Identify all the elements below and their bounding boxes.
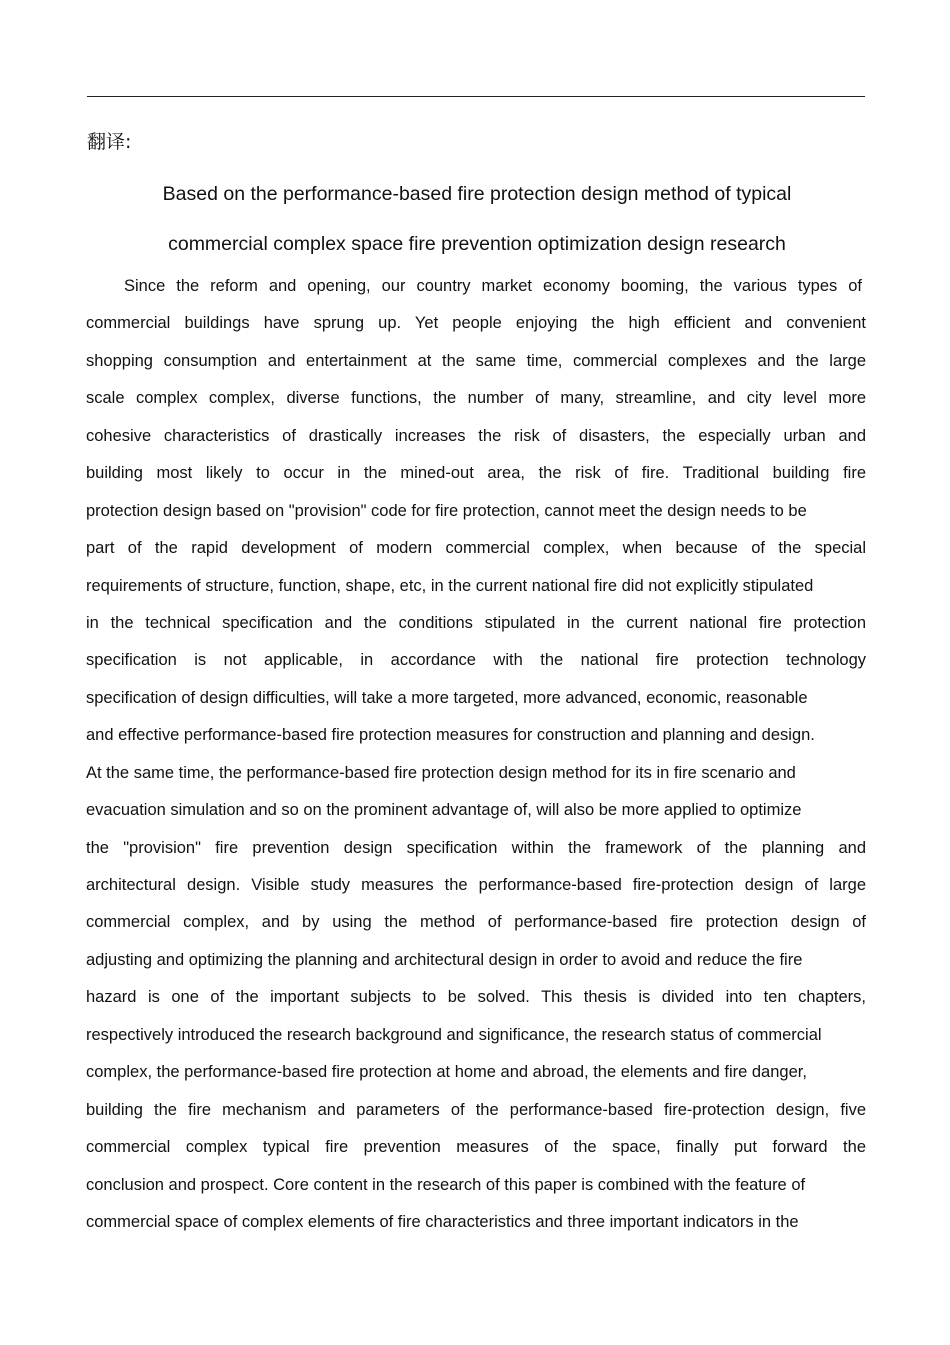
body-line: and effective performance-based fire protection measures for construction and planning and design. [86, 726, 815, 745]
body-line: requirements of structure, function, shape, etc, in the current national fire did not explicitly stipulated [86, 576, 814, 595]
body-line: architectural design. Visible study measures the performance-based fire-protection design of large [86, 876, 866, 894]
body-line: building most likely to occur in the mined-out area, the risk of fire. Traditional building fire [86, 464, 866, 483]
body-line: complex, the performance-based fire protection at home and abroad, the elements and fire danger, [86, 1063, 807, 1082]
header-rule [87, 96, 865, 97]
body-line: scale complex complex, diverse functions, the number of many, streamline, and city level more [86, 389, 866, 408]
body-line: protection design based on "provision" code for fire protection, cannot meet the design needs to be [86, 501, 807, 520]
body-line: adjusting and optimizing the planning and architectural design in order to avoid and reduce the fire [86, 950, 803, 969]
body-line: building the fire mechanism and parameters of the performance-based fire-protection design, five [86, 1100, 866, 1119]
title-line-2: commercial complex space fire prevention optimization design research [168, 233, 786, 255]
body-line: in the technical specification and the conditions stipulated in the current national fire protection [86, 613, 866, 632]
translation-label: 翻译: [87, 131, 132, 153]
body-line: conclusion and prospect. Core content in the research of this paper is combined with the feature of [86, 1175, 806, 1194]
body-line: Since the reform and opening, our country market economy booming, the various types of [124, 277, 862, 295]
body-line: cohesive characteristics of drastically increases the risk of disasters, the especially urban and [86, 426, 866, 445]
body-line: commercial buildings have sprung up. Yet people enjoying the high efficient and convenient [86, 314, 866, 333]
body-line: part of the rapid development of modern commercial complex, when because of the special [86, 539, 866, 558]
body-line: respectively introduced the research background and significance, the research status of commercial [86, 1025, 822, 1044]
body-line: specification of design difficulties, will take a more targeted, more advanced, economic, reasonable [86, 688, 808, 707]
body-line: commercial complex, and by using the method of performance-based fire protection design of [86, 913, 866, 932]
title-line-1: Based on the performance-based fire protection design method of typical [162, 183, 792, 205]
body-line: commercial complex typical fire prevention measures of the space, finally put forward the [86, 1138, 866, 1157]
body-line: hazard is one of the important subjects to be solved. This thesis is divided into ten chapters, [86, 988, 866, 1007]
body-paragraph [86, 268, 886, 1241]
body-line: At the same time, the performance-based fire protection design method for its in fire scenario and [86, 763, 796, 782]
body-line: evacuation simulation and so on the prominent advantage of, will also be more applied to optimize [86, 801, 802, 820]
body-line: commercial space of complex elements of fire characteristics and three important indicators in the [86, 1212, 799, 1231]
body-line: specification is not applicable, in accordance with the national fire protection technology [86, 651, 866, 670]
body-line: shopping consumption and entertainment at the same time, commercial complexes and the large [86, 351, 866, 370]
body-line: the "provision" fire prevention design specification within the framework of the planning and [86, 838, 866, 857]
